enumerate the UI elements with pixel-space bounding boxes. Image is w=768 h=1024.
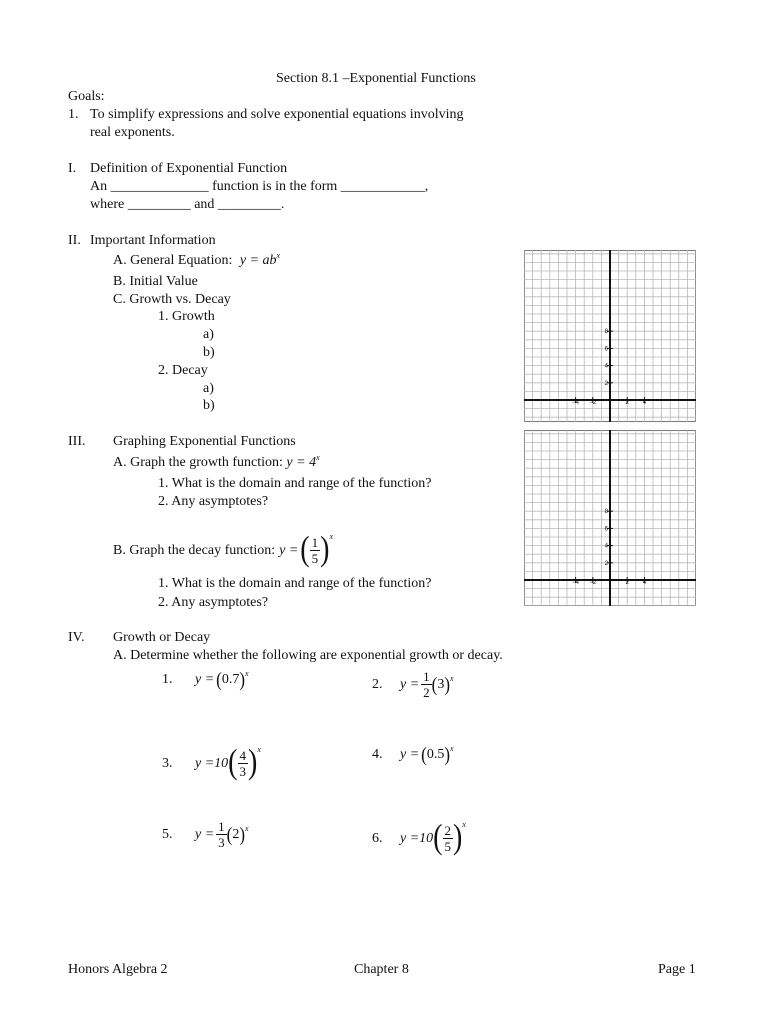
problem-lhs: y = [195,671,215,687]
decay-function-exponent: x [329,531,334,541]
growth-function-label: A. Graph the growth function: [113,455,283,470]
grid-bottom-x-tick-label: 2 [625,580,629,586]
problem-base: 0.7 [221,671,240,687]
problem-base: 2 [232,826,240,842]
close-paren: ) [239,668,246,690]
grid-top-y-tick-label: 8 [604,329,608,336]
growth-question-1: 1. What is the domain and range of the function? [158,476,432,491]
problem-number: 4. [372,746,383,762]
open-paren: ( [421,743,427,765]
grid-bottom-x-tick-label: −2 [589,580,597,586]
grid-top-y-tick-label: 2 [604,380,608,387]
open-paren: ( [226,823,233,845]
fraction-numerator: 4 [239,747,246,763]
decay-item-a: a) [203,381,214,396]
section-1-line2: where _________ and _________. [90,197,285,212]
section-4-heading: Growth or Decay [113,630,211,645]
decay-function-lhs: y = [279,542,299,558]
section-1-heading: Definition of Exponential Function [90,161,288,176]
fraction-denominator: 2 [423,684,430,700]
grid-top-y-tick-label: 6 [604,346,608,353]
page-title: Section 8.1 –Exponential Functions [276,71,476,86]
general-equation-exponent: x [276,251,281,260]
problem-number: 2. [372,676,383,692]
section-4-number: IV. [68,630,85,645]
decay-item: 2. Decay [158,363,208,378]
general-equation-formula: y = ab [239,253,277,268]
problem-1 [162,668,249,690]
open-paren: ( [431,673,438,695]
problem-6 [372,815,466,861]
footer-course: Honors Algebra 2 [68,962,168,977]
problem-lhs: y =10 [195,755,229,771]
open-paren: ( [216,668,222,690]
problem-exponent: x [257,744,261,754]
footer-page-number: Page 1 [658,962,696,977]
general-equation-label: A. General Equation: [113,253,233,268]
grid-top-x-tick-label: 4 [642,400,647,406]
goals-item-number: 1. [68,107,79,122]
problem-lhs: y = [400,746,420,762]
problem-fraction [216,819,227,850]
problem-lhs: y = [195,826,215,842]
fraction-denominator: 3 [218,834,225,850]
problem-4 [372,743,454,765]
problem-exponent: x [450,743,454,753]
grid-bottom-y-tick-label: 2 [604,560,608,567]
growth-item-a: a) [203,327,214,342]
grid-top-x-tick-label: −4 [572,400,580,406]
section-3-heading: Graphing Exponential Functions [113,434,296,449]
problem-number: 1. [162,671,173,687]
problem-base: 0.5 [426,746,445,762]
footer-chapter: Chapter 8 [354,962,409,977]
decay-question-1: 1. What is the domain and range of the function? [158,576,432,591]
general-equation [113,252,280,270]
growth-question-2: 2. Any asymptotes? [158,494,269,509]
growth-item: 1. Growth [158,309,215,324]
problem-3 [162,740,261,786]
problem-lhs: y =10 [400,830,434,846]
goals-item-line1: To simplify expressions and solve exponential equations involving [90,107,464,122]
fraction-numerator: 1 [218,818,225,834]
grid-bottom-x-tick-label: 4 [642,580,647,586]
problem-base: 3 [437,676,445,692]
decay-item-b: b) [203,398,215,413]
section-2-heading: Important Information [90,233,216,248]
grid-bottom-x-tick-label: −4 [572,580,580,586]
decay-question-2: 2. Any asymptotes? [158,595,269,610]
grid-top-x-tick-label: −2 [589,400,597,406]
growth-function-prompt [113,454,320,472]
decay-open-paren: ( [300,530,310,569]
problem-fraction [443,823,454,854]
section-4-instruction: A. Determine whether the following are exponential growth or decay. [113,648,503,663]
initial-value-item: B. Initial Value [113,274,198,289]
decay-function-label: B. Graph the decay function: [113,542,276,558]
section-3-number: III. [68,434,86,449]
close-paren: ) [444,743,451,765]
problem-number: 6. [372,830,383,846]
problem-number: 3. [162,755,173,771]
growth-item-b: b) [203,345,215,360]
decay-fraction-numerator: 1 [311,534,319,550]
coordinate-grid-top [524,250,696,422]
growth-vs-decay-item: C. Growth vs. Decay [113,292,231,307]
fraction-numerator: 1 [423,668,430,684]
problem-fraction [238,748,249,779]
grid-bottom-y-tick-label: 6 [604,526,608,533]
grid-top-x-tick-label: 2 [625,400,629,406]
goals-item-line2: real exponents. [90,125,175,140]
decay-fraction [310,535,321,566]
problem-lhs: y = [400,676,420,692]
fraction-denominator: 5 [444,838,451,854]
problem-exponent: x [462,819,466,829]
decay-fraction-denominator: 5 [311,550,319,566]
decay-close-paren: ) [320,530,330,569]
problem-5 [162,814,249,854]
section-1-number: I. [68,161,77,176]
coordinate-grid-bottom [524,430,696,606]
grid-bottom-y-tick-label: 4 [604,543,608,550]
grid-bottom-y-tick-label: 8 [604,509,608,516]
problem-fraction [421,669,432,700]
section-1-line1: An ______________ function is in the form ____________, [90,179,429,194]
problem-exponent: x [245,823,249,833]
close-paren: ) [248,743,258,782]
grid-top-y-tick-label: 4 [604,363,608,370]
close-paren: ) [444,673,451,695]
close-paren: ) [239,823,246,845]
section-2-number: II. [68,233,81,248]
fraction-numerator: 2 [444,822,451,838]
open-paren: ( [433,818,443,857]
problem-exponent: x [450,673,454,683]
decay-function-prompt [113,530,333,570]
goals-heading: Goals: [68,89,105,104]
problem-exponent: x [245,668,249,678]
growth-function-exponent: x [316,453,320,462]
open-paren: ( [228,743,238,782]
problem-2 [372,664,454,704]
growth-function-formula: y = 4 [286,455,317,470]
fraction-denominator: 3 [239,763,246,779]
problem-number: 5. [162,826,173,842]
close-paren: ) [453,818,463,857]
